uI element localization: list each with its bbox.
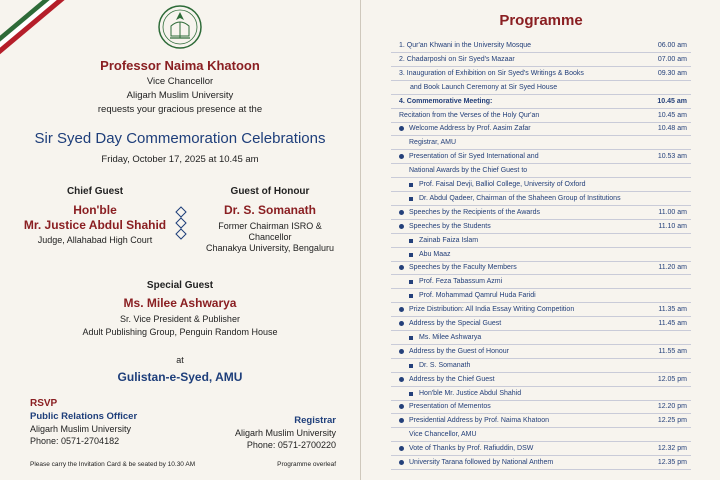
- square-bullet-icon: [409, 239, 413, 243]
- square-bullet-icon: [409, 280, 413, 284]
- programme-item-label: Speeches by the Recipients of the Awards: [409, 208, 541, 216]
- programme-item-label: Vote of Thanks by Prof. Rafiuddin, DSW: [409, 445, 534, 453]
- rsvp-phone: Phone: 0571-2704182: [30, 436, 120, 446]
- row-divider: [391, 163, 691, 164]
- programme-item-label: Zainab Faiza Islam: [419, 236, 479, 244]
- row-divider: [391, 441, 691, 442]
- row-divider: [391, 372, 691, 373]
- special-guest-name: Ms. Milee Ashwarya: [123, 296, 237, 310]
- programme-item-label: Dr. S. Somanath: [419, 361, 471, 369]
- programme-item-label: and Book Launch Ceremony at Sir Syed House: [410, 83, 558, 91]
- row-divider: [391, 177, 691, 178]
- programme-card: [360, 0, 720, 480]
- programme-item-time: 12.25 pm: [657, 417, 687, 425]
- rsvp-block: [30, 398, 137, 446]
- row-divider: [391, 149, 691, 150]
- bullet-icon: [399, 418, 404, 423]
- square-bullet-icon: [409, 392, 413, 396]
- registrar-phone: Phone: 0571-2700220: [246, 440, 336, 450]
- venue-at: at: [176, 355, 184, 365]
- square-bullet-icon: [409, 253, 413, 257]
- programme-item-label: Speeches by the Students: [409, 222, 491, 230]
- programme-item-label: Ms. Milee Ashwarya: [419, 333, 482, 341]
- bullet-icon: [399, 307, 404, 312]
- row-divider: [391, 52, 691, 53]
- programme-item-label: Presidential Address by Prof. Naima Khatoon: [409, 417, 550, 425]
- row-divider: [391, 122, 691, 123]
- programme-item-label: Presentation of Sir Syed International and: [409, 153, 539, 161]
- programme-item-label: Abu Maaz: [419, 250, 451, 258]
- registrar-block: [235, 415, 336, 450]
- guest-of-honour-role-2: Chancellor: [248, 232, 292, 242]
- programme-item-time: 11.35 am: [658, 306, 687, 314]
- row-divider: [391, 80, 691, 81]
- programme-item-time: 12.05 pm: [657, 375, 687, 383]
- programme-item-time: 06.00 am: [657, 42, 687, 49]
- guest-of-honour-role-1: Former Chairman ISRO &: [218, 221, 322, 231]
- programme-item-label: 3. Inauguration of Exhibition on Sir Syed's Writings & Books: [399, 69, 584, 77]
- guest-of-honour-role-3: Chanakya University, Bengaluru: [206, 243, 334, 253]
- row-divider: [391, 66, 691, 67]
- row-divider: [391, 233, 691, 234]
- programme-item-time: 10.48 am: [657, 125, 687, 133]
- chief-guest-block: [10, 186, 180, 245]
- square-bullet-icon: [409, 183, 413, 187]
- rsvp-label: RSVP: [30, 398, 58, 409]
- row-divider: [391, 302, 691, 303]
- registrar-org: Aligarh Muslim University: [234, 428, 336, 438]
- programme-item-label: Registrar, AMU: [409, 139, 457, 147]
- rsvp-office: Public Relations Officer: [30, 411, 138, 422]
- row-divider: [391, 427, 691, 428]
- row-divider: [391, 469, 691, 470]
- bullet-icon: [399, 446, 404, 451]
- programme-item-label: 4. Commemorative Meeting:: [399, 97, 493, 105]
- special-guest-heading: Special Guest: [146, 280, 214, 291]
- row-divider: [391, 386, 691, 387]
- programme-item-label: 1. Qur'an Khwani in the University Mosque: [399, 42, 532, 49]
- programme-item-time: 10.45 am: [657, 97, 687, 105]
- row-divider: [391, 247, 691, 248]
- chief-guest-role: Judge, Allahabad High Court: [37, 235, 153, 245]
- programme-item-time: 12.20 pm: [657, 403, 687, 411]
- bullet-icon: [399, 265, 404, 270]
- bullet-icon: [399, 349, 404, 354]
- event-datetime: Friday, October 17, 2025 at 10.45 am: [101, 154, 259, 165]
- programme-item-time: 11.55 am: [658, 347, 687, 355]
- programme-item-label: Recitation from the Verses of the Holy Qur'an: [399, 111, 540, 119]
- programme-item-time: 11.10 am: [658, 222, 687, 230]
- bullet-icon: [399, 321, 404, 326]
- programme-item-label: National Awards by the Chief Guest to: [409, 167, 528, 175]
- guest-of-honour-name: Dr. S. Somanath: [223, 203, 317, 217]
- programme-item-label: Address by the Special Guest: [409, 320, 502, 327]
- programme-title: Programme: [499, 12, 583, 29]
- venue-name: Gulistan-e-Syed, AMU: [117, 370, 243, 384]
- special-guest-role-2: Adult Publishing Group, Penguin Random House: [82, 327, 278, 337]
- host-name: Professor Naima Khatoon: [100, 58, 260, 73]
- row-divider: [391, 135, 691, 136]
- row-divider: [391, 358, 691, 359]
- row-divider: [391, 261, 691, 262]
- row-divider: [391, 316, 691, 317]
- bullet-icon: [399, 126, 404, 131]
- programme-item-label: Hon'ble Mr. Justice Abdul Shahid: [419, 389, 522, 397]
- programme-item-label: Address by the Guest of Honour: [409, 347, 509, 355]
- row-divider: [391, 108, 691, 109]
- host-title: Vice Chancellor: [146, 76, 214, 87]
- ornament-divider-icon: [175, 206, 187, 240]
- programme-item-label: 2. Chadarposhi on Sir Syed's Mazaar: [399, 55, 515, 63]
- host-university: Aligarh Muslim University: [126, 90, 234, 101]
- programme-item-label: Address by the Chief Guest: [409, 375, 495, 383]
- rsvp-org: Aligarh Muslim University: [30, 424, 132, 434]
- row-divider: [391, 413, 691, 414]
- programme-item-label: University Tarana followed by National Anthem: [409, 459, 554, 466]
- programme-item-label: Prof. Feza Tabassum Azmi: [419, 278, 503, 286]
- programme-item-label: Welcome Address by Prof. Aasim Zafar: [409, 125, 531, 133]
- row-divider: [391, 400, 691, 401]
- row-divider: [391, 330, 691, 331]
- square-bullet-icon: [409, 364, 413, 368]
- programme-item-time: 12.35 pm: [657, 459, 687, 466]
- programme-item-label: Prof. Faisal Devji, Balliol College, University of Oxford: [419, 181, 586, 188]
- bullet-icon: [399, 210, 404, 215]
- footer-overleaf: Programme overleaf: [277, 461, 336, 468]
- programme-item-time: 11.00 am: [658, 208, 687, 216]
- square-bullet-icon: [409, 336, 413, 340]
- row-divider: [391, 191, 691, 192]
- footer-note: Please carry the Invitation Card & be seated by 10.30 AM: [30, 461, 196, 468]
- row-divider: [391, 219, 691, 220]
- row-divider: [391, 288, 691, 289]
- bullet-icon: [399, 460, 404, 465]
- programme-item-time: 10.53 am: [657, 153, 687, 161]
- request-line: requests your gracious presence at the: [97, 104, 263, 115]
- university-emblem-icon: [157, 4, 203, 50]
- square-bullet-icon: [409, 197, 413, 201]
- row-divider: [391, 205, 691, 206]
- chief-guest-honorific: Hon'ble: [73, 203, 117, 217]
- bullet-icon: [399, 154, 404, 159]
- programme-item-label: Dr. Abdul Qadeer, Chairman of the Shaheen Group of Institutions: [419, 194, 621, 202]
- bullet-icon: [399, 377, 404, 382]
- special-guest-role-1: Sr. Vice President & Publisher: [120, 314, 240, 324]
- programme-item-label: Vice Chancellor, AMU: [409, 431, 477, 439]
- bullet-icon: [399, 224, 404, 229]
- bullet-icon: [399, 404, 404, 409]
- row-divider: [391, 274, 691, 275]
- programme-item-time: 09.30 am: [657, 69, 687, 77]
- programme-item-time: 11.20 am: [658, 264, 687, 272]
- programme-item-time: 11.45 am: [658, 320, 687, 327]
- programme-item-label: Presentation of Mementos: [409, 403, 491, 411]
- programme-item-time: 10.45 am: [657, 111, 687, 119]
- chief-guest-heading: Chief Guest: [66, 186, 124, 197]
- programme-item-label: Prof. Mohammad Qamrul Huda Faridi: [419, 292, 536, 300]
- square-bullet-icon: [409, 294, 413, 298]
- registrar-office: Registrar: [294, 415, 336, 426]
- programme-item-time: 12.32 pm: [657, 445, 687, 453]
- programme-item-label: Speeches by the Faculty Members: [409, 264, 517, 272]
- event-title: Sir Syed Day Commemoration Celebrations: [34, 130, 326, 147]
- programme-item-label: Prize Distribution: All India Essay Writing Competition: [409, 306, 575, 314]
- guest-of-honour-block: [190, 186, 350, 253]
- chief-guest-name: Mr. Justice Abdul Shahid: [23, 218, 167, 232]
- guest-of-honour-heading: Guest of Honour: [230, 186, 310, 197]
- row-divider: [391, 344, 691, 345]
- row-divider: [391, 94, 691, 95]
- programme-item-time: 07.00 am: [657, 55, 687, 63]
- row-divider: [391, 455, 691, 456]
